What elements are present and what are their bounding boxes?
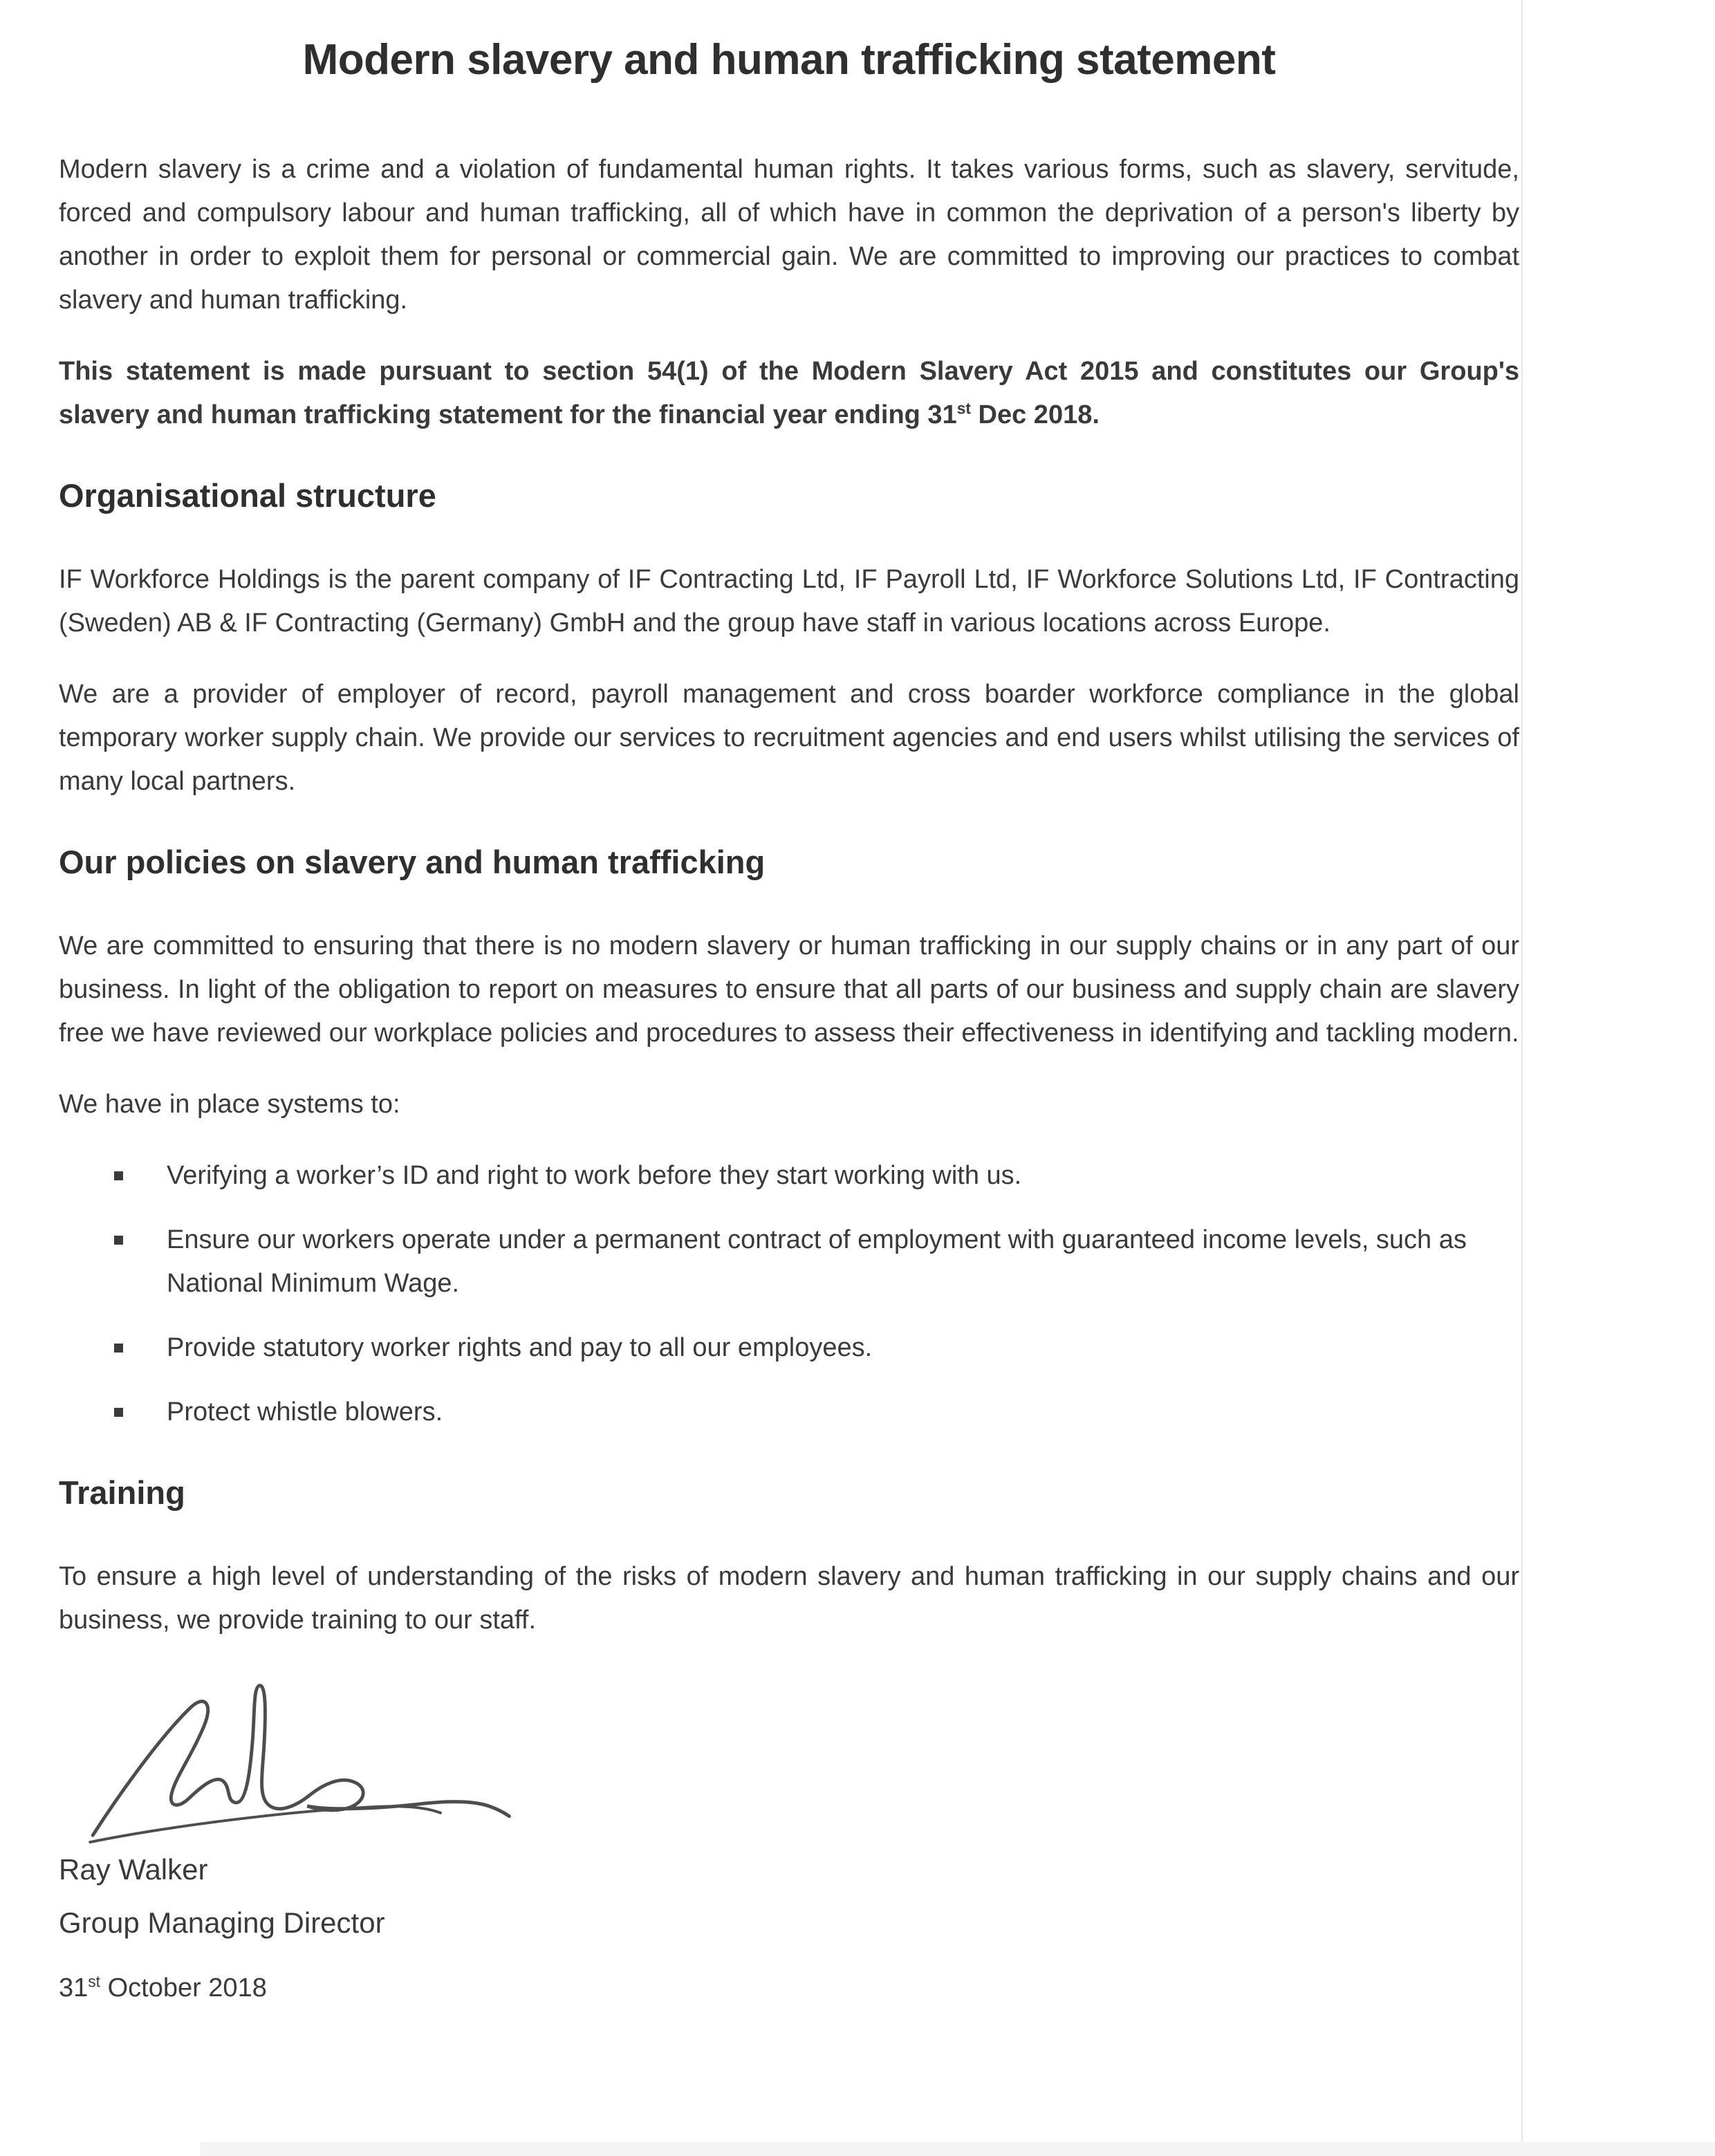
- scan-bottom-band: [201, 2142, 1715, 2156]
- section-heading-training: Training: [59, 1474, 185, 1511]
- policies-bullet-list: [59, 1154, 1519, 1434]
- statement-text-after: Dec 2018.: [970, 400, 1100, 429]
- section-heading-organisational-structure: Organisational structure: [59, 476, 436, 514]
- document-content: [59, 33, 1519, 2010]
- bullet-text: Provide statutory worker rights and pay to all our employees.: [167, 1332, 873, 1362]
- bullet-item-verify-id: [59, 1154, 1519, 1198]
- bullet-item-statutory-rights: [59, 1326, 1519, 1370]
- signatory-name: Ray Walker: [59, 1852, 208, 1886]
- signature-image: [78, 1673, 548, 1843]
- bullet-item-permanent-contract: [59, 1218, 1519, 1305]
- section-heading-policies: Our policies on slavery and human trafficking: [59, 843, 766, 880]
- date-rest: October 2018: [100, 1973, 267, 2002]
- statement-paragraph: [59, 350, 1519, 437]
- bullet-item-whistle-blowers: [59, 1391, 1519, 1434]
- date-day: 31: [59, 1973, 89, 2002]
- statement-text-before: This statement is made pursuant to section 54(1) of the Modern Slavery Act 2015 and constitutes our Group's slavery and human trafficking statement for the financial year ending 31: [59, 356, 1519, 429]
- org-paragraph-2: We are a provider of employer of record, payroll management and cross boarder workforce compliance in the global temporary worker supply chain. We provide our services to recruitment agencies and end users whilst utilising the services of many local partners.: [59, 679, 1519, 796]
- bullet-square-icon: [114, 1236, 123, 1245]
- intro-paragraph: Modern slavery is a crime and a violation of fundamental human rights. It takes various forms, such as slavery, servitude, forced and compulsory labour and human trafficking, all of which have in common the deprivation of a person's liberty by another in order to exploit them for personal or commercial gain. We are committed to improving our practices to combat slavery and human trafficking.: [59, 154, 1519, 315]
- signature-date: [59, 1967, 1519, 2010]
- bullet-square-icon: [114, 1408, 123, 1417]
- org-paragraph-1: IF Workforce Holdings is the parent company of IF Contracting Ltd, IF Payroll Ltd, IF Workforce Solutions Ltd, IF Contracting (Sweden) AB & IF Contracting (Germany) GmbH and the group have staff in various locations across Europe.: [59, 564, 1519, 638]
- bullet-text: Verifying a worker’s ID and right to work before they start working with us.: [167, 1160, 1022, 1190]
- training-paragraph: To ensure a high level of understanding of the risks of modern slavery and human trafficking in our supply chains and our business, we provide training to our staff.: [59, 1561, 1519, 1635]
- signature-block: [59, 1673, 1519, 2010]
- policies-paragraph-2: We have in place systems to:: [59, 1089, 400, 1119]
- policies-paragraph-1: We are committed to ensuring that there is no modern slavery or human trafficking in our supply chains or in any part of our business. In light of the obligation to report on measures to ensure that all parts of our business and supply chain are slavery free we have reviewed our workplace policies and procedures to assess their effectiveness in identifying and tackling modern.: [59, 931, 1519, 1048]
- document-title: Modern slavery and human trafficking statement: [302, 36, 1276, 84]
- date-ordinal-superscript: st: [88, 1971, 101, 1990]
- signatory-role: Group Managing Director: [59, 1906, 385, 1939]
- statement-ordinal-superscript: st: [956, 398, 971, 417]
- bullet-square-icon: [114, 1171, 123, 1180]
- bullet-square-icon: [114, 1344, 123, 1353]
- bullet-text: Protect whistle blowers.: [167, 1397, 443, 1427]
- scan-edge-line: [1521, 0, 1523, 2156]
- bullet-text: Ensure our workers operate under a permanent contract of employment with guaranteed income levels, such as National Minimum Wage.: [167, 1225, 1467, 1298]
